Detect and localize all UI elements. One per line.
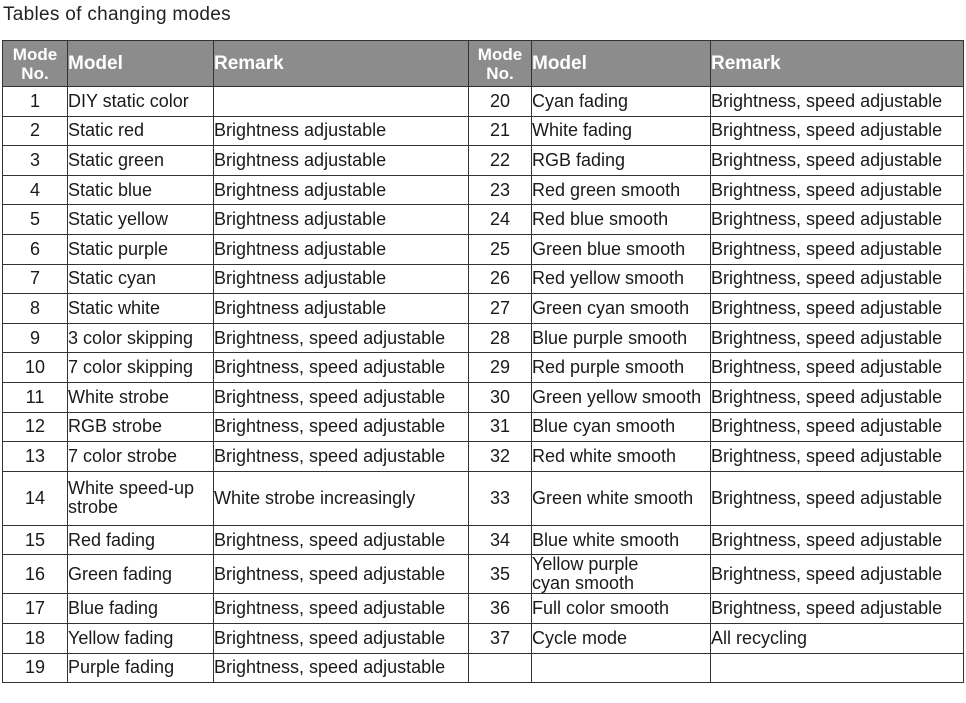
remark-cell: Brightness, speed adjustable xyxy=(711,116,964,146)
remark-cell: White strobe increasingly xyxy=(214,471,469,525)
remark-cell: Brightness, speed adjustable xyxy=(711,353,964,383)
mode-no-cell: 33 xyxy=(469,471,532,525)
remark-cell: Brightness, speed adjustable xyxy=(214,555,469,594)
mode-no-cell: 23 xyxy=(469,175,532,205)
model-cell: Cyan fading xyxy=(532,87,711,117)
header-mode-no-line2: No. xyxy=(486,63,514,83)
table-header-row xyxy=(3,41,964,87)
table-row xyxy=(3,382,964,412)
remark-cell xyxy=(711,653,964,683)
table-row xyxy=(3,594,964,624)
model-cell: Static purple xyxy=(68,234,214,264)
mode-no-cell: 20 xyxy=(469,87,532,117)
table-row xyxy=(3,323,964,353)
remark-cell: Brightness, speed adjustable xyxy=(214,353,469,383)
model-cell xyxy=(532,653,711,683)
remark-cell: Brightness, speed adjustable xyxy=(711,234,964,264)
mode-no-cell: 29 xyxy=(469,353,532,383)
mode-no-cell: 30 xyxy=(469,382,532,412)
table-row xyxy=(3,653,964,683)
remark-cell: Brightness adjustable xyxy=(214,116,469,146)
model-cell: Static yellow xyxy=(68,205,214,235)
model-cell: Green yellow smooth xyxy=(532,382,711,412)
remark-cell: Brightness, speed adjustable xyxy=(214,623,469,653)
table-row xyxy=(3,294,964,324)
remark-cell: Brightness adjustable xyxy=(214,146,469,176)
table-row xyxy=(3,175,964,205)
table-row xyxy=(3,442,964,472)
remark-cell: Brightness, speed adjustable xyxy=(711,525,964,555)
mode-no-cell: 32 xyxy=(469,442,532,472)
remark-cell: Brightness, speed adjustable xyxy=(214,412,469,442)
model-line: White speed-up xyxy=(68,478,195,499)
remark-cell: All recycling xyxy=(711,623,964,653)
table-row xyxy=(3,234,964,264)
mode-no-cell: 34 xyxy=(469,525,532,555)
model-cell: 7 color strobe xyxy=(68,442,214,472)
remark-cell: Brightness, speed adjustable xyxy=(711,594,964,624)
remark-cell: Brightness, speed adjustable xyxy=(214,323,469,353)
table-row xyxy=(3,116,964,146)
remark-cell: Brightness adjustable xyxy=(214,175,469,205)
remark-cell: Brightness, speed adjustable xyxy=(711,471,964,525)
header-remark: Remark xyxy=(214,41,469,87)
model-cell: Green fading xyxy=(68,555,214,594)
mode-no-cell: 10 xyxy=(3,353,68,383)
model-cell: Static cyan xyxy=(68,264,214,294)
mode-no-cell: 18 xyxy=(3,623,68,653)
mode-no-cell: 27 xyxy=(469,294,532,324)
remark-cell: Brightness, speed adjustable xyxy=(214,382,469,412)
model-line: cyan smooth xyxy=(532,573,635,594)
header-mode-no-line1: Mode xyxy=(12,44,58,64)
page-title: Tables of changing modes xyxy=(3,4,231,25)
remark-cell xyxy=(214,87,469,117)
model-cell: Blue cyan smooth xyxy=(532,412,711,442)
mode-no-cell xyxy=(469,653,532,683)
model-cell: Cycle mode xyxy=(532,623,711,653)
model-cell: White fading xyxy=(532,116,711,146)
model-line: Yellow purple xyxy=(532,554,639,575)
model-cell: Purple fading xyxy=(68,653,214,683)
header-mode-no-line2: No. xyxy=(21,63,49,83)
mode-no-cell: 12 xyxy=(3,412,68,442)
model-cell: Static blue xyxy=(68,175,214,205)
model-cell: Full color smooth xyxy=(532,594,711,624)
model-cell: Blue fading xyxy=(68,594,214,624)
mode-no-cell: 7 xyxy=(3,264,68,294)
mode-no-cell: 5 xyxy=(3,205,68,235)
model-cell: Green white smooth xyxy=(532,471,711,525)
table-row xyxy=(3,525,964,555)
mode-no-cell: 19 xyxy=(3,653,68,683)
table-row xyxy=(3,555,964,594)
mode-no-cell: 8 xyxy=(3,294,68,324)
table-row xyxy=(3,205,964,235)
table-row xyxy=(3,353,964,383)
remark-cell: Brightness, speed adjustable xyxy=(711,146,964,176)
model-cell: RGB strobe xyxy=(68,412,214,442)
model-cell: Blue purple smooth xyxy=(532,323,711,353)
header-mode-no-line1: Mode xyxy=(477,44,523,64)
model-cell: Green blue smooth xyxy=(532,234,711,264)
mode-no-cell: 15 xyxy=(3,525,68,555)
table-row xyxy=(3,146,964,176)
remark-cell: Brightness, speed adjustable xyxy=(711,412,964,442)
model-cell: Yellow fading xyxy=(68,623,214,653)
modes-table xyxy=(2,40,964,683)
remark-cell: Brightness, speed adjustable xyxy=(214,442,469,472)
model-cell: Static green xyxy=(68,146,214,176)
table-row xyxy=(3,623,964,653)
model-cell: Static white xyxy=(68,294,214,324)
model-line: strobe xyxy=(68,497,119,518)
header-mode-no-right xyxy=(469,41,532,87)
model-cell: Green cyan smooth xyxy=(532,294,711,324)
model-cell xyxy=(68,471,214,525)
model-cell: Red purple smooth xyxy=(532,353,711,383)
remark-cell: Brightness adjustable xyxy=(214,264,469,294)
remark-cell: Brightness, speed adjustable xyxy=(214,594,469,624)
mode-no-cell: 22 xyxy=(469,146,532,176)
header-mode-no xyxy=(3,41,68,87)
mode-no-cell: 6 xyxy=(3,234,68,264)
mode-no-cell: 9 xyxy=(3,323,68,353)
model-cell: Static red xyxy=(68,116,214,146)
header-model: Model xyxy=(68,41,214,87)
mode-no-cell: 17 xyxy=(3,594,68,624)
model-cell: Red fading xyxy=(68,525,214,555)
model-cell: 7 color skipping xyxy=(68,353,214,383)
model-cell: Red yellow smooth xyxy=(532,264,711,294)
table-row xyxy=(3,471,964,525)
remark-cell: Brightness, speed adjustable xyxy=(711,294,964,324)
remark-cell: Brightness, speed adjustable xyxy=(711,205,964,235)
header-model-right: Model xyxy=(532,41,711,87)
remark-cell: Brightness, speed adjustable xyxy=(711,175,964,205)
mode-no-cell: 2 xyxy=(3,116,68,146)
mode-no-cell: 14 xyxy=(3,471,68,525)
mode-no-cell: 24 xyxy=(469,205,532,235)
remark-cell: Brightness, speed adjustable xyxy=(711,442,964,472)
model-cell: RGB fading xyxy=(532,146,711,176)
model-cell: Red blue smooth xyxy=(532,205,711,235)
remark-cell: Brightness adjustable xyxy=(214,205,469,235)
model-cell xyxy=(532,555,711,594)
mode-no-cell: 31 xyxy=(469,412,532,442)
table-row xyxy=(3,412,964,442)
mode-no-cell: 26 xyxy=(469,264,532,294)
mode-no-cell: 28 xyxy=(469,323,532,353)
mode-no-cell: 1 xyxy=(3,87,68,117)
model-cell: DIY static color xyxy=(68,87,214,117)
table-row xyxy=(3,87,964,117)
mode-no-cell: 37 xyxy=(469,623,532,653)
mode-no-cell: 25 xyxy=(469,234,532,264)
mode-no-cell: 13 xyxy=(3,442,68,472)
remark-cell: Brightness adjustable xyxy=(214,294,469,324)
remark-cell: Brightness, speed adjustable xyxy=(214,525,469,555)
mode-no-cell: 21 xyxy=(469,116,532,146)
model-cell: Red green smooth xyxy=(532,175,711,205)
header-remark-right: Remark xyxy=(711,41,964,87)
remark-cell: Brightness, speed adjustable xyxy=(711,555,964,594)
model-cell: Red white smooth xyxy=(532,442,711,472)
remark-cell: Brightness, speed adjustable xyxy=(711,323,964,353)
remark-cell: Brightness adjustable xyxy=(214,234,469,264)
mode-no-cell: 11 xyxy=(3,382,68,412)
model-cell: Blue white smooth xyxy=(532,525,711,555)
mode-no-cell: 36 xyxy=(469,594,532,624)
remark-cell: Brightness, speed adjustable xyxy=(711,87,964,117)
table-row xyxy=(3,264,964,294)
model-cell: White strobe xyxy=(68,382,214,412)
remark-cell: Brightness, speed adjustable xyxy=(214,653,469,683)
remark-cell: Brightness, speed adjustable xyxy=(711,264,964,294)
mode-no-cell: 3 xyxy=(3,146,68,176)
mode-no-cell: 35 xyxy=(469,555,532,594)
remark-cell: Brightness, speed adjustable xyxy=(711,382,964,412)
model-cell: 3 color skipping xyxy=(68,323,214,353)
mode-no-cell: 16 xyxy=(3,555,68,594)
mode-no-cell: 4 xyxy=(3,175,68,205)
